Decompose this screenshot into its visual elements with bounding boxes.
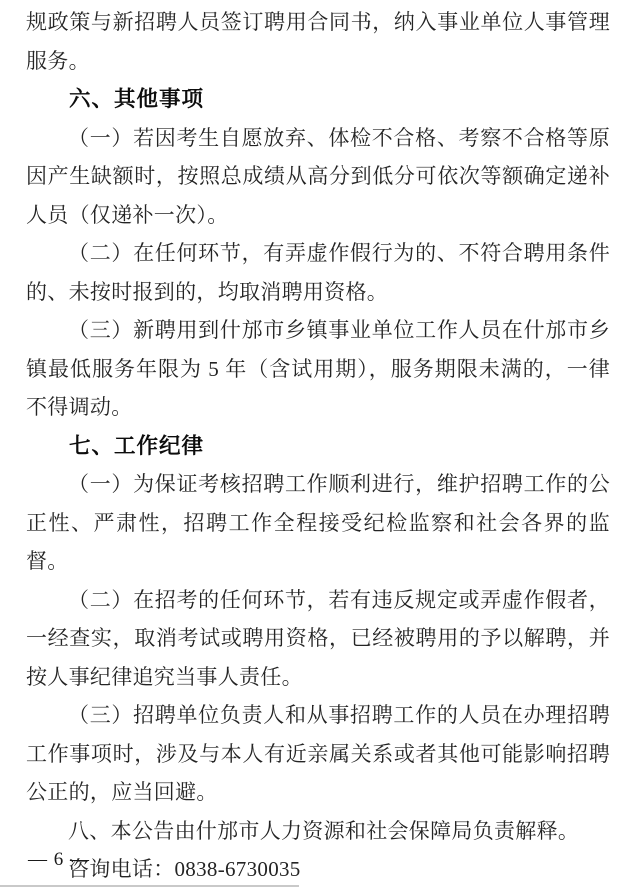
closing-statement: 八、本公告由什邡市人力资源和社会保障局负责解释。	[68, 818, 580, 843]
page-number: — 6 —	[28, 848, 90, 870]
section-heading-work-discipline: 七、工作纪律	[69, 433, 205, 458]
paragraph-other-matters-3: （三）新聘用到什邡市乡镇事业单位工作人员在什邡市乡镇最低服务年限为 5 年（含试用期），服务期限未满的，一律不得调动。	[26, 318, 610, 419]
section-heading-other-matters: 六、其他事项	[69, 87, 205, 111]
paragraph-work-discipline-2: （二）在招考的任何环节，若有违反规定或弄虚作假者，一经查实，取消考试或聘用资格，已经被聘用的予以解聘，并按人事纪律追究当事人责任。	[26, 587, 610, 689]
paragraph-work-discipline-3: （三）招聘单位负责人和从事招聘工作的人员在办理招聘工作事项时，涉及与本人有近亲属关系或者其他可能影响招聘公正的，应当回避。	[26, 703, 610, 804]
paragraph-other-matters-2: （二）在任何环节，有弄虚作假行为的、不符合聘用条件的、未按时报到的，均取消聘用资格。	[26, 241, 610, 304]
contact-phone: 咨询电话：0838-6730035	[68, 857, 301, 881]
paragraph-continuation: 规政策与新招聘人员签订聘用合同书，纳入事业单位人事管理服务。	[26, 10, 610, 73]
paragraph-work-discipline-1: （一）为保证考核招聘工作顺利进行，维护招聘工作的公正性、严肃性，招聘工作全程接受纪检监察和社会各界的监督。	[26, 472, 610, 573]
paragraph-other-matters-1: （一）若因考生自愿放弃、体检不合格、考察不合格等原因产生缺额时，按照总成绩从高分到低分可依次等额确定递补人员（仅递补一次）。	[26, 125, 610, 227]
